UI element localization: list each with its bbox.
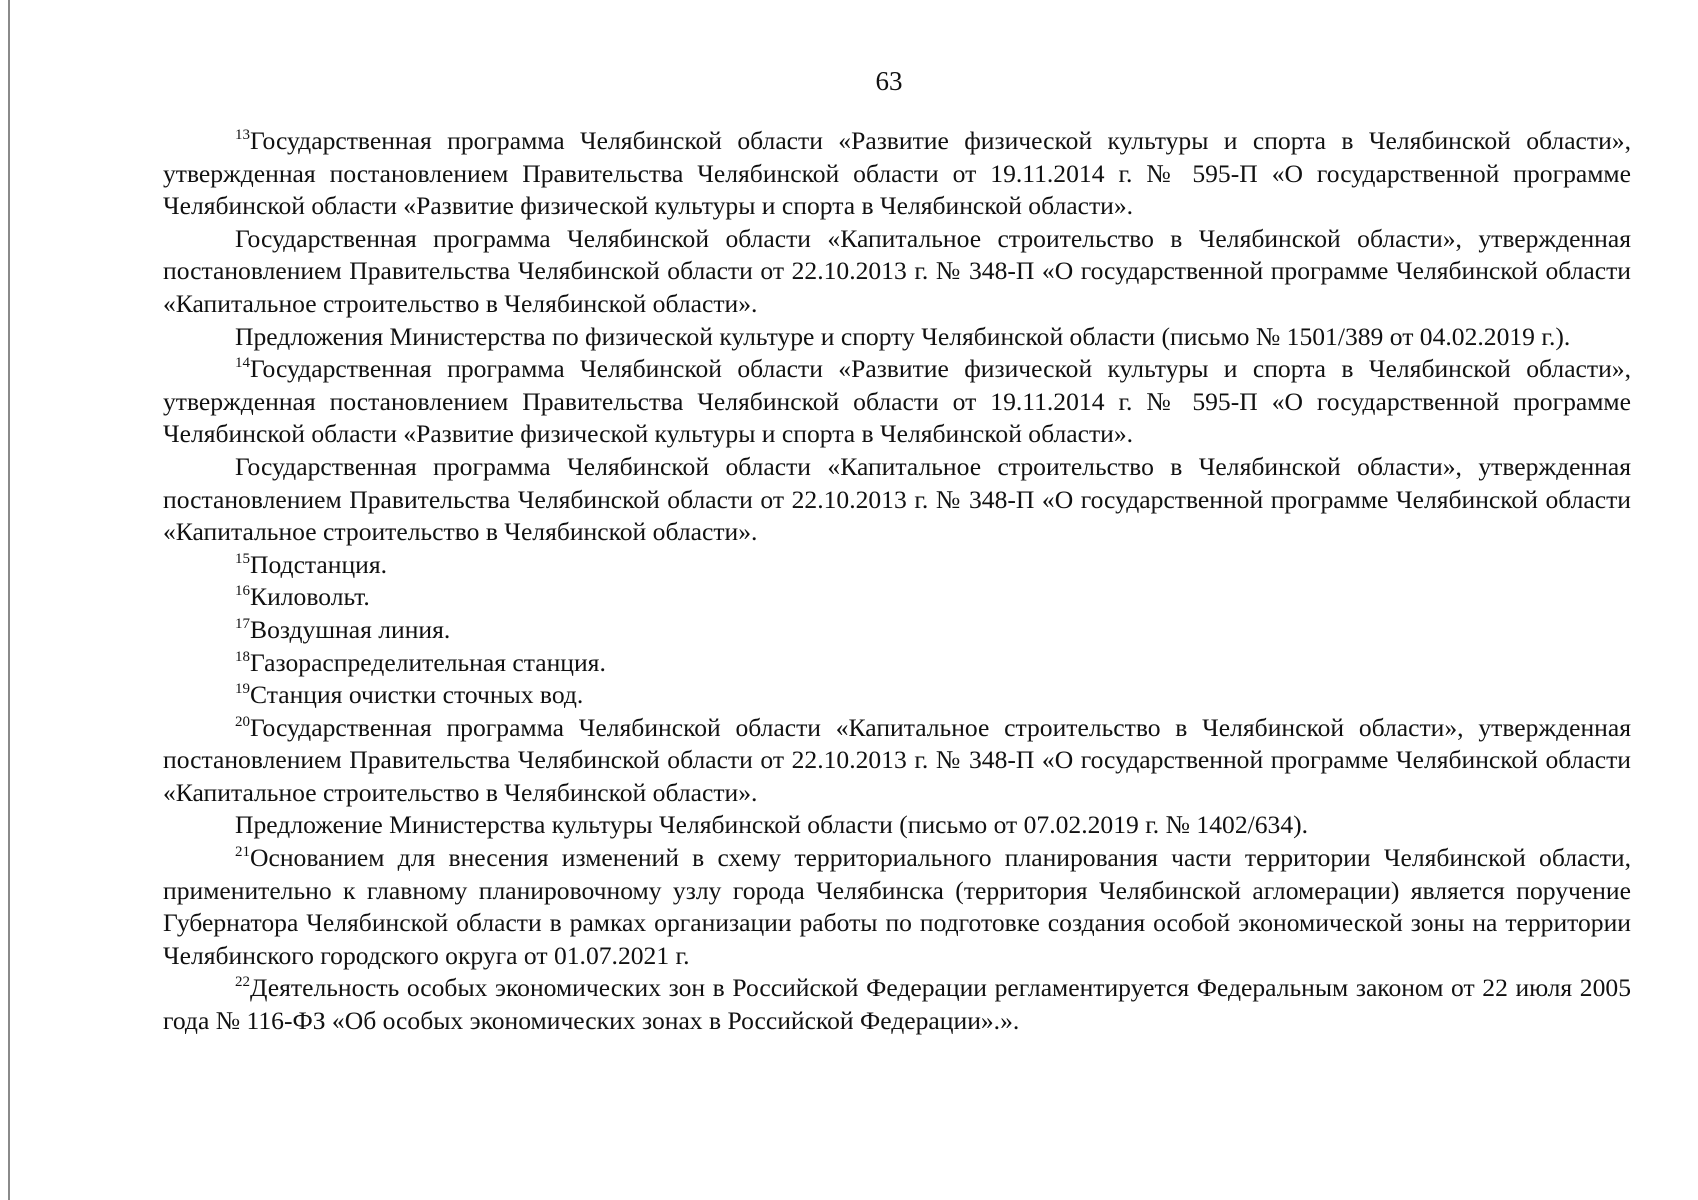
- footnote-text: Государственная программа Челябинской области «Капитальное строительство в Челябинской области», утвержденная постановлением Правительства Челябинской области от 22.10.2013 г. № 348-П «О государственной программе Челябинской области «Капитальное строительство в Челябинской области».: [163, 223, 1631, 318]
- footnote-text: Газораспределительная станция.: [250, 647, 606, 677]
- footnote-text: Подстанция.: [250, 549, 388, 579]
- footnote-text: Воздушная линия.: [250, 614, 451, 644]
- footnote-marker: 17: [235, 615, 250, 632]
- footnote-text: Станция очистки сточных вод.: [250, 680, 584, 710]
- footnote-20-program-construction: [163, 712, 1631, 810]
- footnote-text: Государственная программа Челябинской области «Развитие физической культуры и спорта в Челябинской области», утвержденная постановлением Правительства Челябинской области от 19.11.2014 г. № 595-П «О государственной программе Челябинской области «Развитие физической культуры и спорта в Челябинской области».: [163, 126, 1631, 221]
- footnote-text: Государственная программа Челябинской области «Капитальное строительство в Челябинской области», утвержденная постановлением Правительства Челябинской области от 22.10.2013 г. № 348-П «О государственной программе Челябинской области «Капитальное строительство в Челябинской области».: [163, 451, 1631, 547]
- footnote-13-program-construction: [163, 223, 1631, 321]
- footnote-text: Предложение Министерства культуры Челябинской области (письмо от 07.02.2019 г. № 1402/634).: [235, 810, 1309, 840]
- footnotes-block: [163, 125, 1631, 1038]
- footnote-marker: 16: [235, 583, 250, 600]
- footnote-marker: 22: [235, 974, 250, 991]
- footnote-text: Государственная программа Челябинской области «Развитие физической культуры и спорта в Челябинской области», утвержденная постановлением Правительства Челябинской области от 19.11.2014 г. № 595-П «О государственной программе Челябинской области «Развитие физической культуры и спорта в Челябинской области».: [163, 354, 1631, 449]
- footnote-text: Государственная программа Челябинской области «Капитальное строительство в Челябинской области», утвержденная постановлением Правительства Челябинской области от 22.10.2013 г. № 348-П «О государственной программе Челябинской области «Капитальное строительство в Челябинской области».: [163, 712, 1631, 807]
- footnote-marker: 20: [235, 713, 250, 730]
- footnote-marker: 21: [235, 844, 250, 861]
- scan-edge-line: [8, 0, 10, 1200]
- footnote-text: Основанием для внесения изменений в схему территориального планирования части территории Челябинской области, применительно к главному планировочному узлу города Челябинска (территория Челябинской агломерации) является поручение Губернатора Челябинской области в рамках организации работы по подготовке создания особой экономической зоны на территории Челябинского городского округа от 01.07.2021 г.: [163, 843, 1631, 970]
- footnote-text: Деятельность особых экономических зон в Российской Федерации регламентируется Федеральным законом от 22 июля 2005 года № 116-ФЗ «Об особых экономических зонах в Российской Федерации».».: [163, 973, 1631, 1036]
- footnote-marker: 18: [235, 648, 250, 665]
- footnote-13-ministry-proposal: [163, 321, 1631, 354]
- footnote-marker: 19: [235, 681, 250, 698]
- page-number: 63: [875, 66, 903, 96]
- footnote-19: [163, 679, 1631, 712]
- footnote-marker: 13: [235, 127, 250, 143]
- footnote-text: Предложения Министерства по физической культуре и спорту Челябинской области (письмо № 1501/389 от 04.02.2019 г.).: [235, 321, 1571, 351]
- footnote-20-ministry-culture: [163, 809, 1631, 842]
- footnote-17: [163, 614, 1631, 647]
- footnote-16: [163, 581, 1631, 614]
- footnote-22: [163, 972, 1631, 1037]
- footnote-15: [163, 549, 1631, 582]
- footnote-14-program-sport: [163, 353, 1631, 451]
- footnote-marker: 15: [235, 550, 250, 567]
- footnote-14-program-construction: [163, 451, 1631, 549]
- footnote-21: [163, 842, 1631, 972]
- footnote-marker: 14: [235, 355, 250, 372]
- footnote-text: Киловольт.: [250, 582, 370, 612]
- footnote-18: [163, 647, 1631, 680]
- footnote-13-program-sport: [163, 125, 1631, 223]
